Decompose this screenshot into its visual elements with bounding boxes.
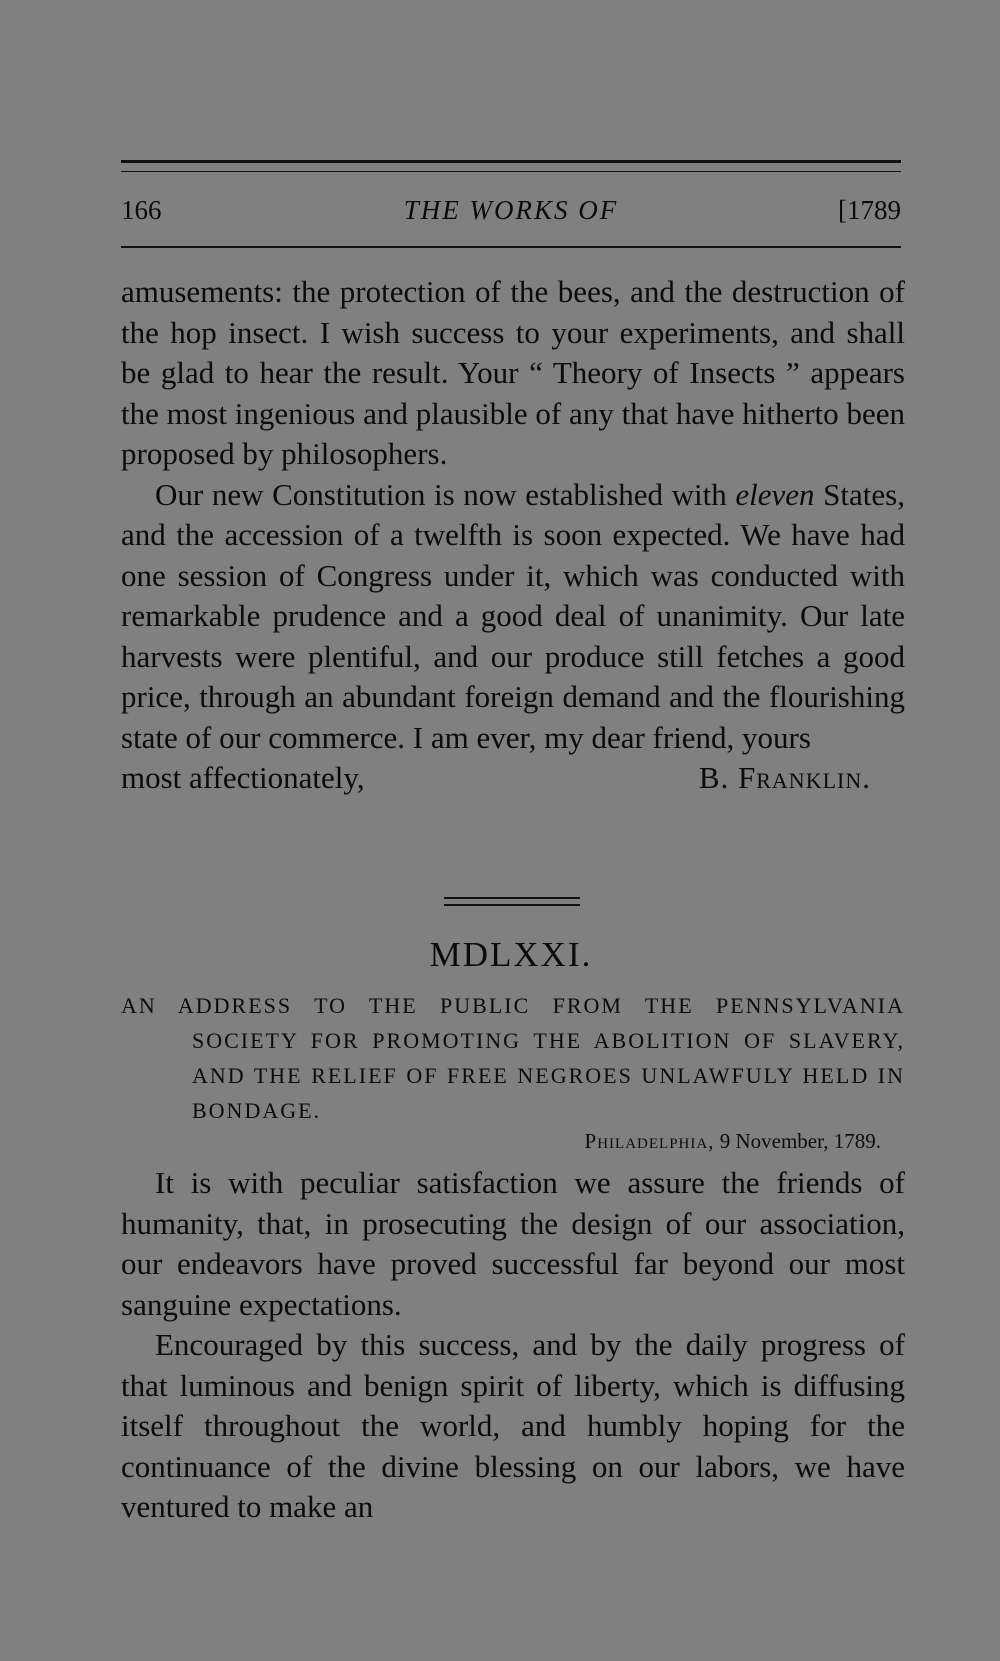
letter-paragraph-1: amusements: the protection of the bees, and the destruction of the hop insect. I wish success to your experiments, and shall be glad to hear the result. Your “ Theory of Insects ” appears the most ingenious and plausible of any that have hitherto been proposed by philosophers. bbox=[121, 274, 905, 471]
letter-body bbox=[121, 272, 905, 799]
letter-paragraph-2-text-cont: States, and the accession of a twelfth is soon expected. We have had one session of Congress under it, which was conducted with remarkable prudence and a good deal of unanimity. Our late harvests were plentiful, and our produce still fetches a good price, through an abundant foreign demand and the flourishing state of our commerce. I am ever, my dear friend, yours bbox=[121, 476, 905, 755]
dateline bbox=[121, 1129, 881, 1154]
letter-paragraph-2 bbox=[121, 475, 905, 759]
running-title: THE WORKS OF bbox=[403, 195, 619, 225]
dateline-place: Philadelphia, bbox=[584, 1129, 715, 1153]
page-number: 166 bbox=[121, 195, 162, 225]
letter-paragraph-2-text: Our new Constitution is now established with bbox=[155, 476, 736, 512]
header-rule-bottom bbox=[121, 246, 901, 248]
address-paragraph-2: Encouraged by this success, and by the daily progress of that luminous and benign spirit of liberty, which is diffusing itself throughout the world, and humbly hoping for the continuance of the divine blessing on our labors, we have ventured to make an bbox=[121, 1327, 905, 1524]
section-divider-top bbox=[444, 897, 580, 899]
section-numeral: MDLXXI. bbox=[429, 935, 593, 974]
signature: B. Franklin. bbox=[698, 760, 871, 795]
section-divider-bottom bbox=[444, 904, 580, 906]
header-year: [1789 bbox=[838, 195, 901, 225]
address-body bbox=[121, 1163, 905, 1528]
running-header bbox=[121, 195, 901, 235]
header-rule-top bbox=[121, 160, 901, 163]
signature-line bbox=[121, 758, 905, 799]
header-rule-thin bbox=[121, 171, 901, 172]
closing: most affectionately, bbox=[121, 760, 365, 795]
dateline-date: 9 November, 1789. bbox=[714, 1129, 881, 1153]
address-paragraph-1: It is with peculiar satisfaction we assure the friends of humanity, that, in prosecuting the design of our association, our endeavors have proved successful far beyond our most sanguine expectations. bbox=[121, 1165, 905, 1322]
italic-word: eleven bbox=[735, 476, 815, 512]
section-caption: AN ADDRESS TO THE PUBLIC FROM THE PENNSYLVANIA SOCIETY FOR PROMOTING THE ABOLITION OF SLAVERY, AND THE RELIEF OF FREE NEGROES UNLAWFULY HELD IN BONDAGE. bbox=[121, 993, 905, 1123]
